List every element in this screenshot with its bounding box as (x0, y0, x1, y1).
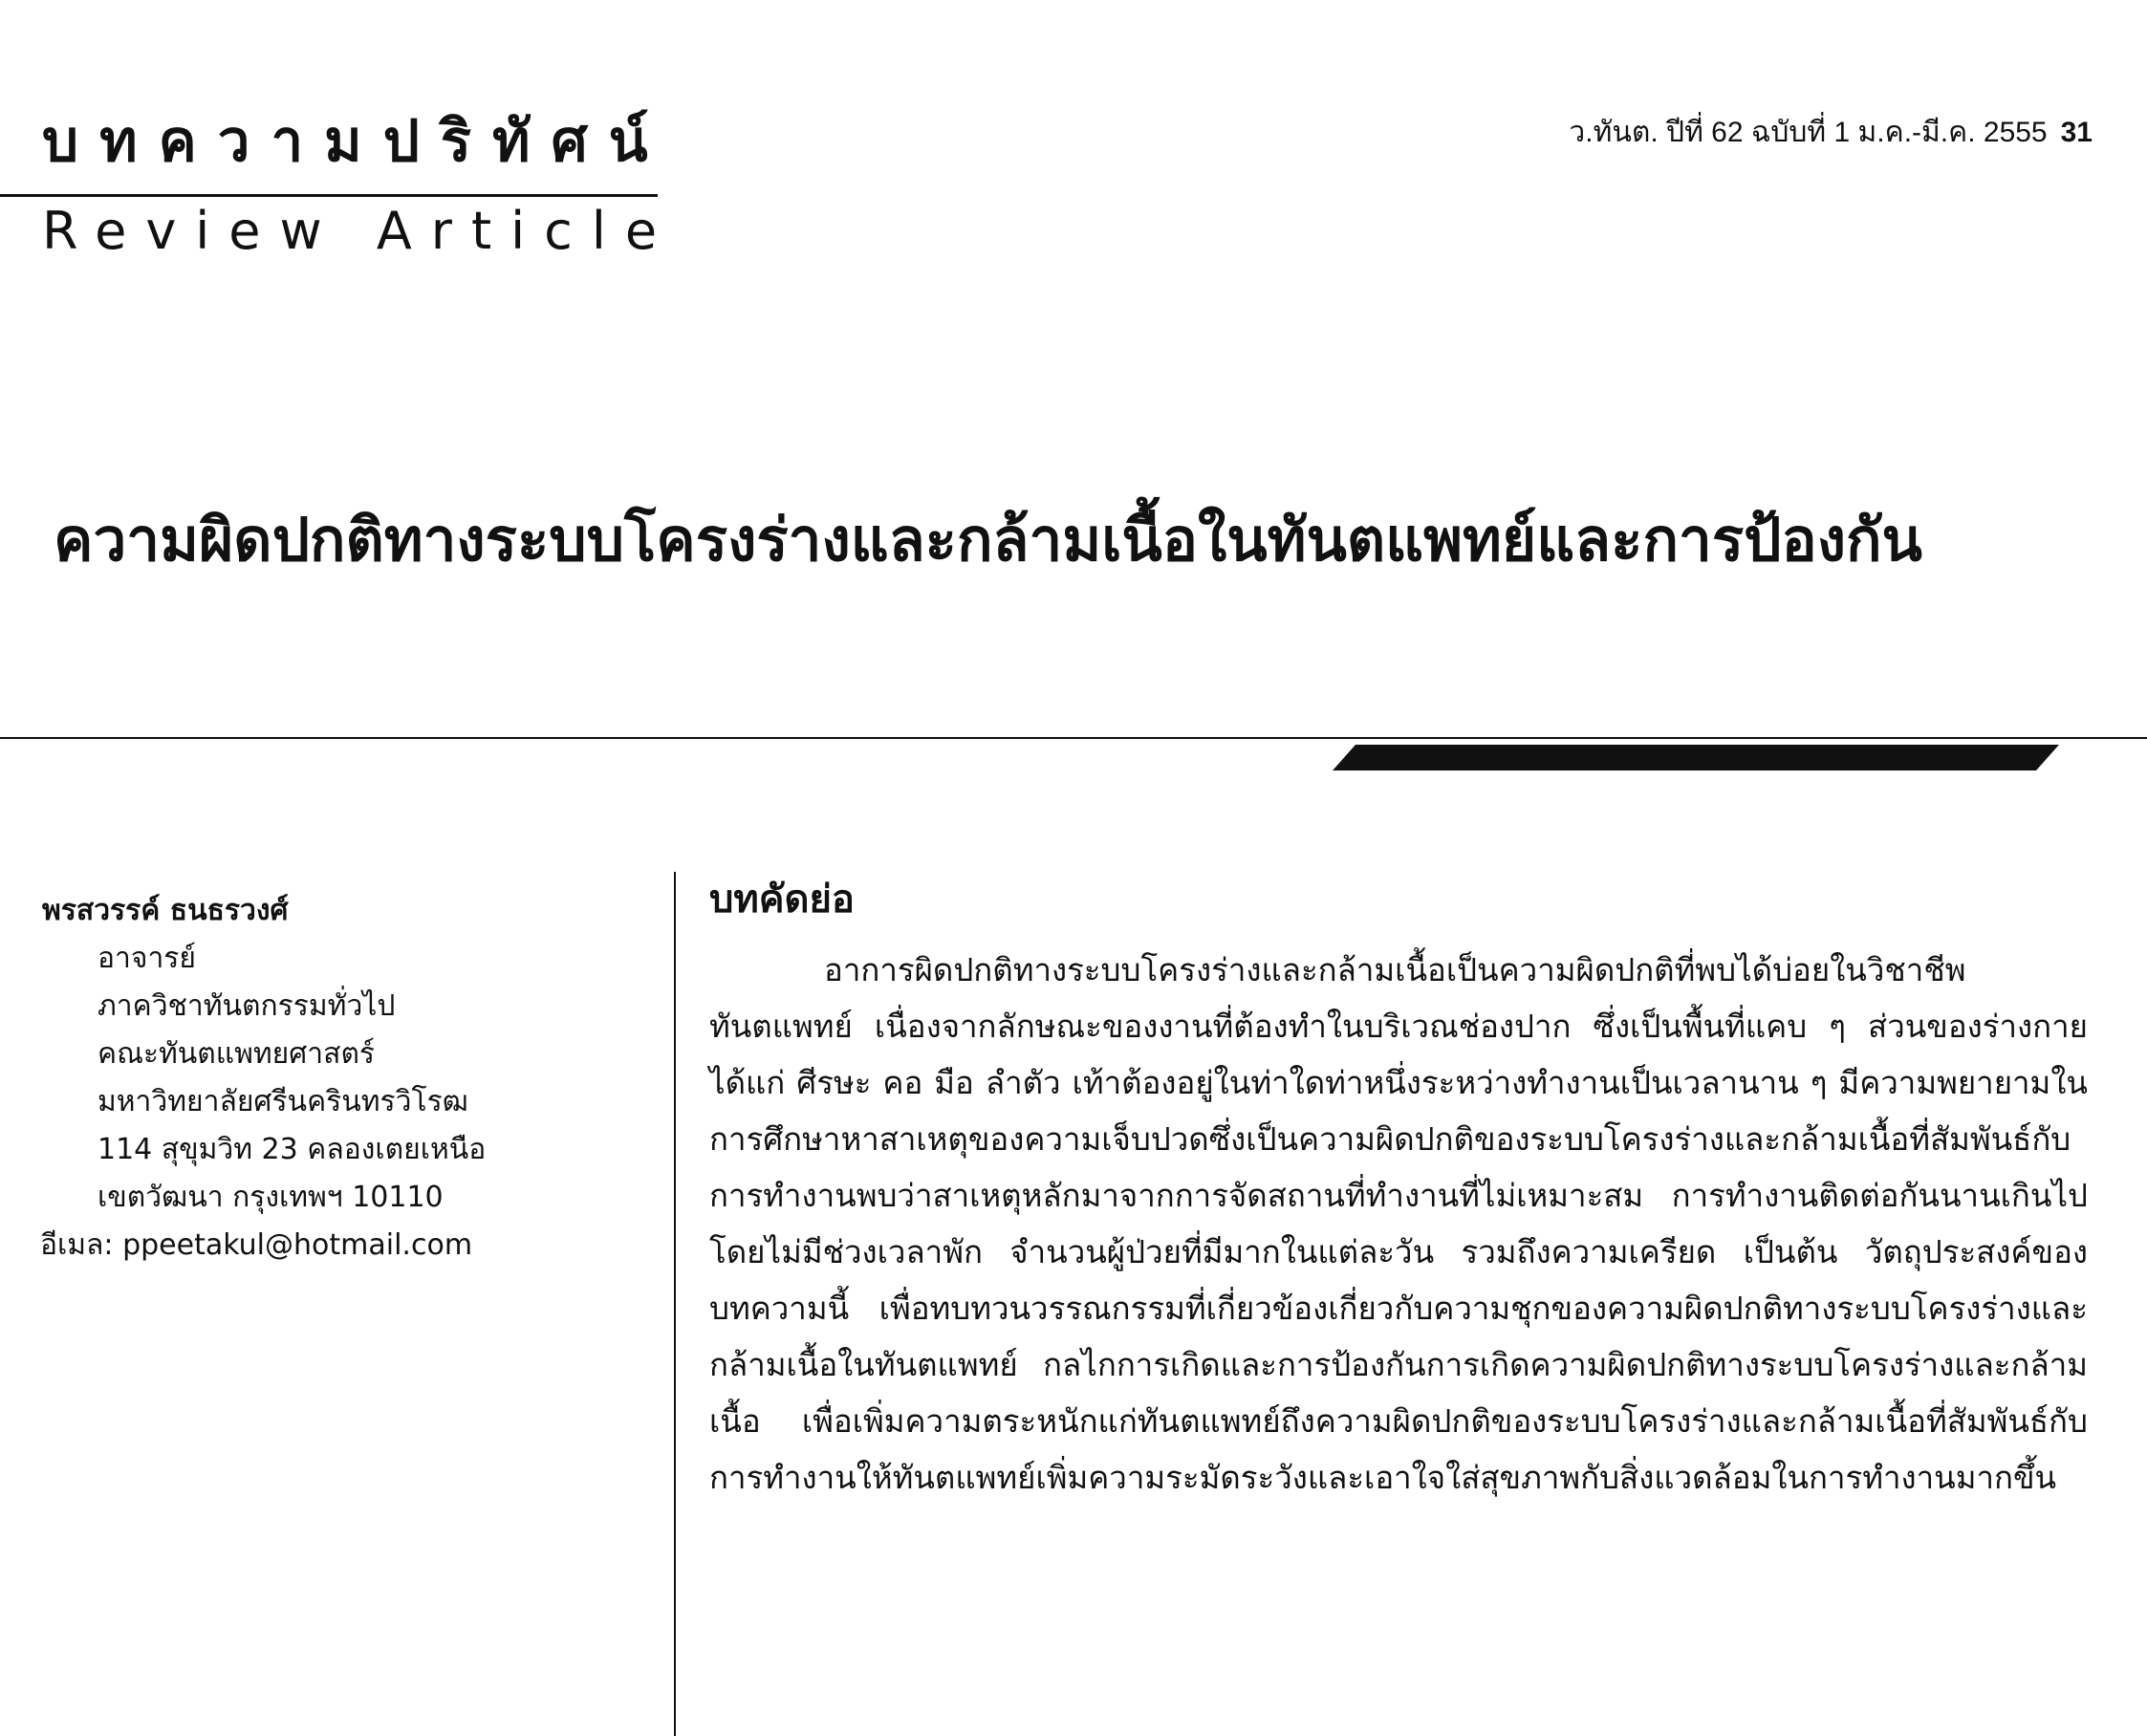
abstract-body: อาการผิดปกติทางระบบโครงร่างและกล้ามเนื้อเป็นความผิดปกติที่พบได้บ่อยในวิชาชีพทันตแพทย์ เนื่องจากลักษณะของงานที่ต้องทำในบริเวณช่องปาก ซึ่งเป็นพื้นที่แคบ ๆ ส่วนของร่างกาย ได้แก่ ศีรษะ คอ มือ ลำตัว เท้าต้องอยู่ในท่าใดท่าหนึ่งระหว่างทำงานเป็นเวลานาน ๆ มีความพยายามในการศึกษาหาสาเหตุของความเจ็บปวดซึ่งเป็นความผิดปกติของระบบโครงร่างและกล้ามเนื้อที่สัมพันธ์กับการทำงานพบว่าสาเหตุหลักมาจากการจัดสถานที่ทำงานที่ไม่เหมาะสม การทำงานติดต่อกันนานเกินไปโดยไม่มีช่วงเวลาพัก จำนวนผู้ป่วยที่มีมากในแต่ละวัน รวมถึงความเครียด เป็นต้น วัตถุประสงค์ของบทความนี้ เพื่อทบทวนวรรณกรรมที่เกี่ยวข้องเกี่ยวกับความชุกของความผิดปกติทางระบบโครงร่างและกล้ามเนื้อในทันตแพทย์ กลไกการเกิดและการป้องกันการเกิดความผิดปกติทางระบบโครงร่างและกล้ามเนื้อ เพื่อเพิ่มความตระหนักแก่ทันตแพทย์ถึงความผิดปกติของระบบโครงร่างและกล้ามเนื้อที่สัมพันธ์กับการทำงานให้ทันตแพทย์เพิ่มความระมัดระวังและเอาใจใส่สุขภาพกับสิ่งแวดล้อมในการทำงานมากขึ้น (709, 951, 2088, 1496)
page-number: 31 (2060, 117, 2093, 148)
section-label-english: Review Article (42, 201, 677, 261)
section-label-thai: บทความปริทัศน์ (42, 108, 669, 175)
column-divider (674, 872, 676, 1736)
journal-info-text: ว.ทันต. ปีที่ 62 ฉบับที่ 1 ม.ค.-มี.ค. 2555 (1569, 117, 2048, 148)
article-title: ความผิดปกติทางระบบโครงร่างและกล้ามเนื้อในทันตแพทย์และการป้องกัน (54, 505, 1922, 575)
decorative-band-left (1333, 745, 1355, 770)
abstract-heading: บทคัดย่อ (709, 878, 855, 922)
author-position: อาจารย์ (98, 942, 196, 975)
decorative-band (1355, 745, 2036, 770)
section-underline (0, 194, 658, 197)
title-divider (0, 737, 2147, 739)
decorative-band-right (2036, 745, 2059, 770)
author-university: มหาวิทยาลัยศรีนครินทรวิโรฒ (98, 1085, 468, 1118)
author-address-city: เขตวัฒนา กรุงเทพฯ 10110 (98, 1181, 444, 1214)
author-department: ภาควิชาทันตกรรมทั่วไป (98, 989, 396, 1023)
author-info (42, 887, 654, 1269)
journal-citation (1569, 119, 2093, 147)
author-faculty: คณะทันตแพทยศาสตร์ (98, 1037, 376, 1071)
author-email: อีเมล: ppeetakul@hotmail.com (40, 1228, 473, 1262)
author-name: พรสวรรค์ ธนธรวงศ์ (42, 894, 289, 927)
author-address-street: 114 สุขุมวิท 23 คลองเตยเหนือ (98, 1133, 487, 1166)
